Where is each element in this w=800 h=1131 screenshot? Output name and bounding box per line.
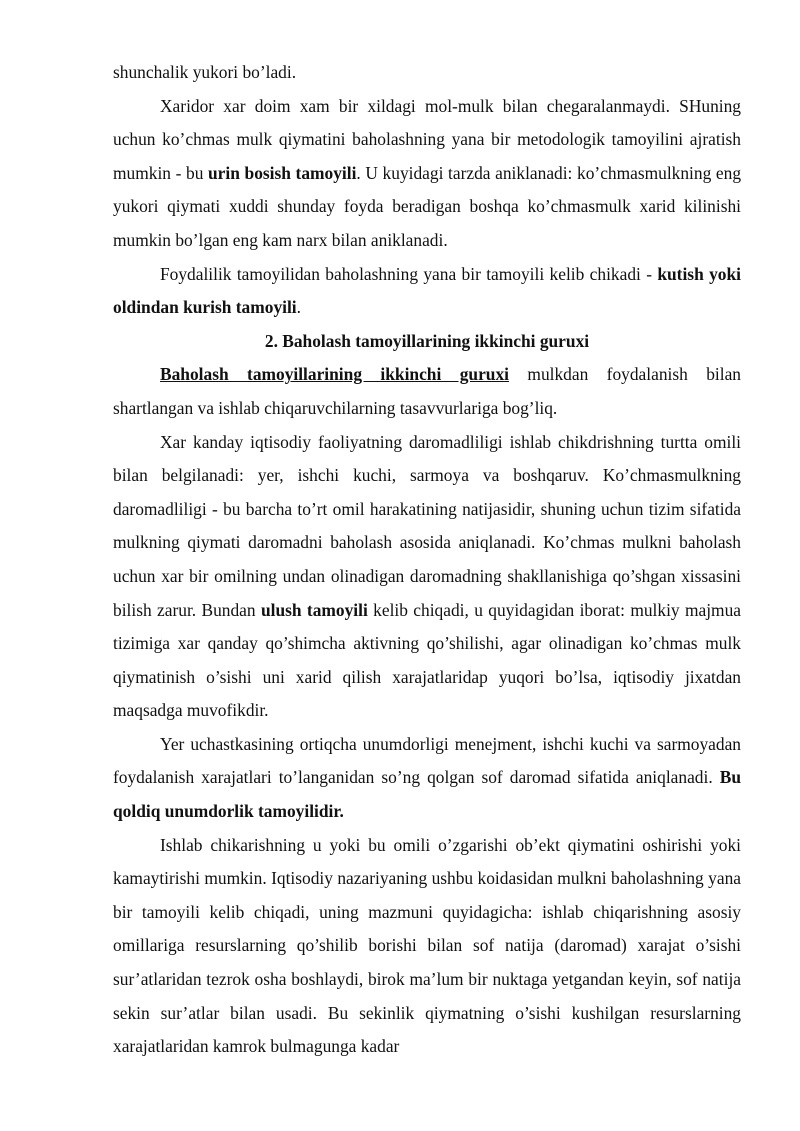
paragraph-ikkinchi-guruxi	[113, 358, 741, 425]
text-segment: kelib chiqadi, u quyidagidan iborat: mulkiy majmua tizimiga xar qanday qo’shimcha aktivning qo’shilishi, agar olinadigan ko’chmas mulk qiymatinish o’sishi uni xarid qilish xarajatlaridap yuqori bo’lsa, iqtisodiy jixatdan maqsadga muvofikdir.	[113, 599, 741, 721]
bold-term-kutish: kutish yoki oldindan kurish tamoyili	[113, 263, 741, 318]
paragraph-omillar	[113, 829, 741, 1064]
text-segment: Ishlab chikarishning u yoki bu omili o’zgarishi ob’ekt qiymatini oshirishi yoki kamaytirishi mumkin. Iqtisodiy nazariyaning ushbu koidasidan mulkni baholashning yana bir tamoyili kelib chiqadi, uning mazmuni quyidagicha: ishlab chiqarishning asosiy omillariga resurslarning qo’shilib borishi bilan sof natija (daromad) xarajat o’sishi sur’atlaridan tezrok osha boshlaydi, birok ma’lum bir nuktaga yetgandan keyin, sof natija sekin sur’atlar bilan usadi. Bu sekinlik qiymatning o’sishi kushilgan resurslarning xarajatlaridan kamrok bulmagunga kadar	[113, 834, 741, 1057]
document-page	[113, 56, 741, 1064]
paragraph-ulush	[113, 426, 741, 728]
bold-term-ulush: ulush tamoyili	[260, 599, 368, 620]
paragraph-urin-bosish	[113, 90, 741, 258]
text-segment: shunchalik yukori bo’ladi.	[113, 62, 297, 82]
text-segment: Xar kanday iqtisodiy faoliyatning daromadliligi ishlab chikdrishning turtta omili bilan belgilanadi: yer, ishchi kuchi, sarmoya va boshqaruv. Ko’chmasmulkning daromadliligi - bu barcha to’rt omil harakatining natijasidir, shuning uchun tizim sifatida mulkning qiymati daromadni baholash asosida aniqlanadi. Ko’chmas mulkni baholash uchun xar bir omilning undan olinadigan daromadning shakllanishiga qo’shgan xissasini bilish zarur. Bundan	[113, 431, 741, 620]
paragraph-qoldiq	[113, 728, 741, 829]
text-segment: . U kuyidagi tarzda aniklanadi: ko’chmasmulkning eng yukori qiymati xuddi shunday foyda beradigan boshqa ko’chmasmulk xarid kilinishi mumkin bo’lgan eng kam narx bilan aniklanadi.	[113, 162, 742, 250]
text-segment: Yer uchastkasining ortiqcha unumdorligi menejment, ishchi kuchi va sarmoyadan foydalanish xarajatlari to’langanidan so’ng qolgan sof daromad sifatida aniqlanadi.	[113, 733, 741, 788]
bold-term-urin-bosish: urin bosish tamoyili	[208, 162, 357, 183]
section-heading: 2. Baholash tamoyillarining ikkinchi guruxi	[264, 330, 590, 351]
paragraph-continuation	[113, 56, 741, 90]
text-segment: mulkdan foydalanish bilan shartlangan va ishlab chiqaruvchilarning tasavvurlariga bog’liq.	[113, 364, 741, 418]
text-segment: Foydalilik tamoyilidan baholashning yana bir tamoyili kelib chikadi -	[160, 263, 658, 284]
text-segment: Xaridor xar doim xam bir xildagi mol-mulk bilan chegaralanmaydi. SHuning uchun ko’chmas mulk qiymatini baholashning yana bir metodologik tamoyilini ajratish mumkin - bu	[113, 95, 741, 183]
underlined-term-ikkinchi-guruxi: Baholash tamoyillarining ikkinchi guruxi	[160, 364, 510, 385]
bold-term-qoldiq: Bu qoldiq unumdorlik tamoyilidir.	[113, 767, 741, 822]
paragraph-kutish	[113, 258, 741, 325]
text-segment: .	[296, 297, 301, 318]
